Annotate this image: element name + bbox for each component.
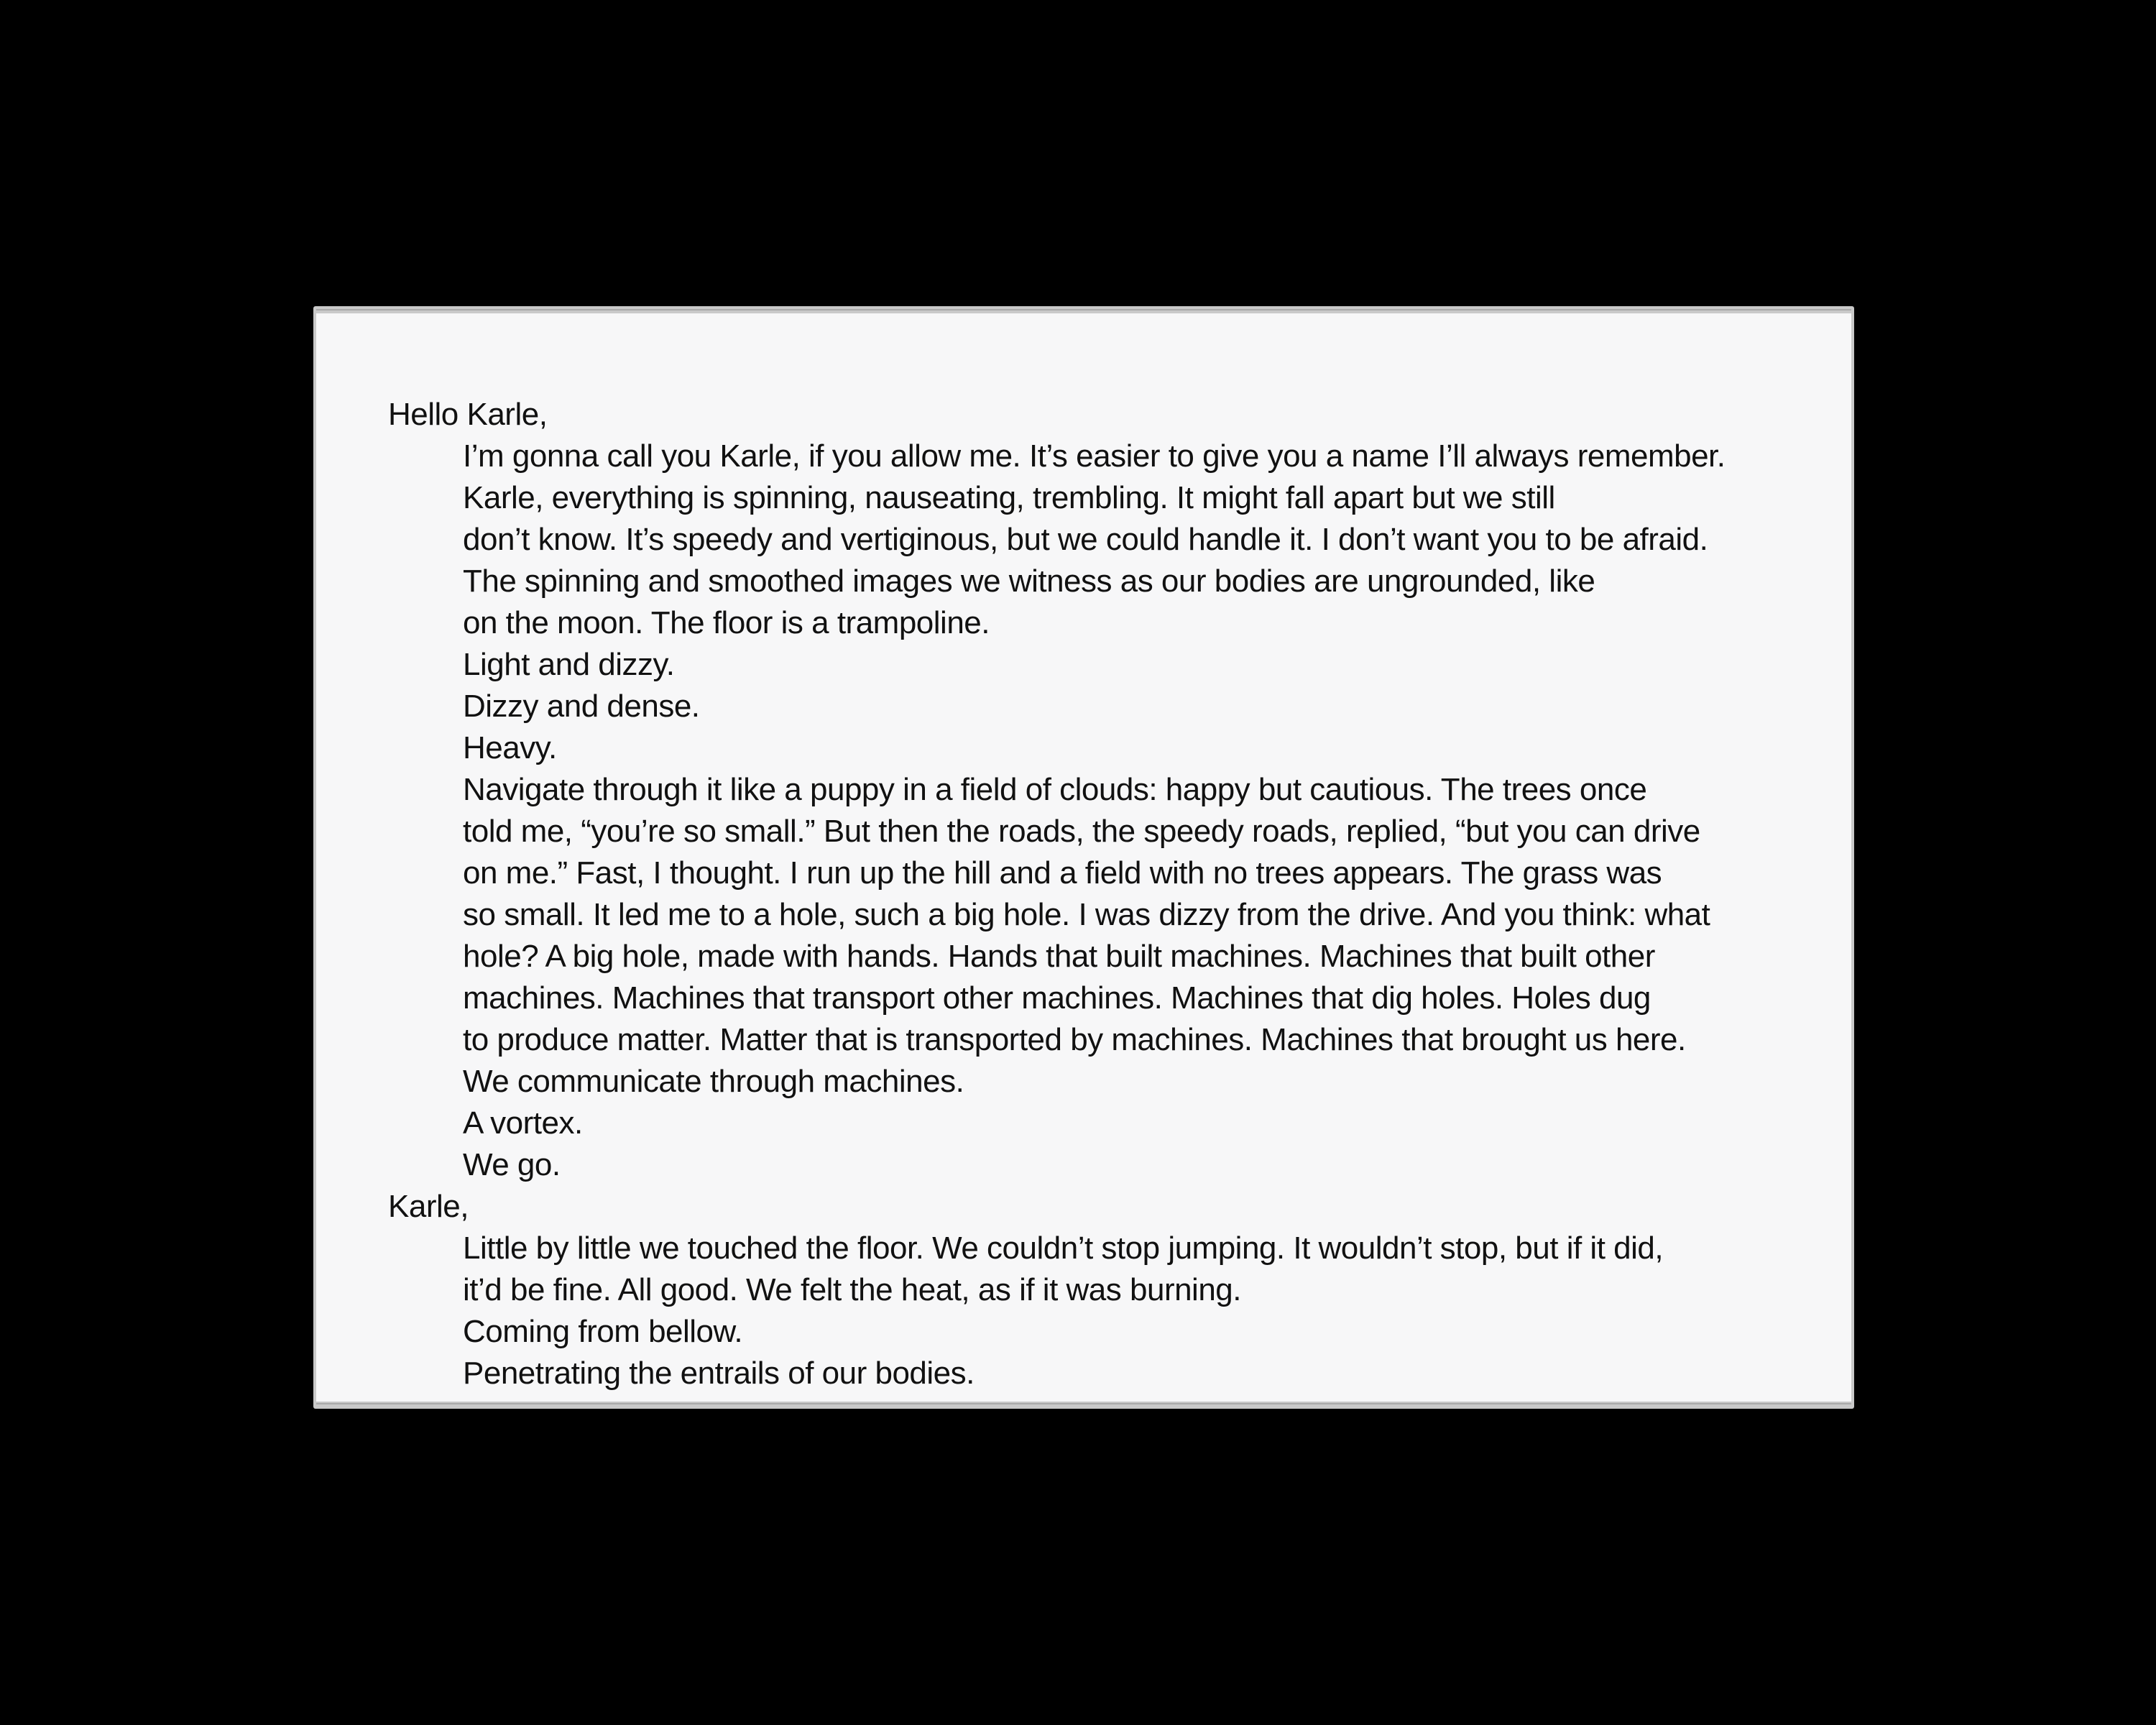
letter-line: Heavy.: [463, 730, 557, 765]
letter-line: don’t know. It’s speedy and vertiginous, but we could handle it. I don’t want you to be afraid.: [463, 522, 1708, 557]
page-edge-top: [316, 309, 1851, 310]
letter-line: Light and dizzy.: [463, 647, 675, 682]
letter-line: told me, “you’re so small.” But then the roads, the speedy roads, replied, “but you can drive: [463, 814, 1700, 849]
letter-line: I’m gonna call you Karle, if you allow me. It’s easier to give you a name I’ll always remember.: [463, 438, 1726, 474]
page-edge-bottom: [316, 1403, 1851, 1404]
letter-line: Navigate through it like a puppy in a field of clouds: happy but cautious. The trees once: [463, 772, 1647, 807]
letter-line: hole? A big hole, made with hands. Hands that built machines. Machines that built other: [463, 939, 1655, 974]
letter-body: [388, 394, 1811, 1394]
letter-line: machines. Machines that transport other machines. Machines that dig holes. Holes dug: [463, 980, 1651, 1016]
letter-line: on me.” Fast, I thought. I run up the hill and a field with no trees appears. The grass was: [463, 855, 1662, 891]
letter-line: We communicate through machines.: [463, 1064, 964, 1099]
letter-line: The spinning and smoothed images we witness as our bodies are ungrounded, like: [463, 564, 1595, 599]
letter-greeting: Hello Karle,: [388, 397, 548, 432]
letter-line: We go.: [463, 1147, 561, 1182]
letter-line: to produce matter. Matter that is transported by machines. Machines that brought us here.: [463, 1022, 1686, 1057]
letter-sheet: [316, 313, 1851, 1402]
letter-line: Penetrating the entrails of our bodies.: [463, 1356, 975, 1391]
letter-line: it’d be fine. All good. We felt the heat, as if it was burning.: [463, 1272, 1242, 1307]
letter-line: Karle, everything is spinning, nauseating, trembling. It might fall apart but we still: [463, 480, 1555, 515]
letter-line: Dizzy and dense.: [463, 689, 700, 724]
letter-greeting: Karle,: [388, 1189, 469, 1224]
letter-line: A vortex.: [463, 1105, 583, 1141]
letter-line: Coming from bellow.: [463, 1314, 743, 1349]
letter-line: Little by little we touched the floor. We couldn’t stop jumping. It wouldn’t stop, but if it did,: [463, 1230, 1664, 1266]
letter-line: on the moon. The floor is a trampoline.: [463, 605, 990, 640]
letter-line: so small. It led me to a hole, such a big hole. I was dizzy from the drive. And you think: what: [463, 897, 1710, 932]
